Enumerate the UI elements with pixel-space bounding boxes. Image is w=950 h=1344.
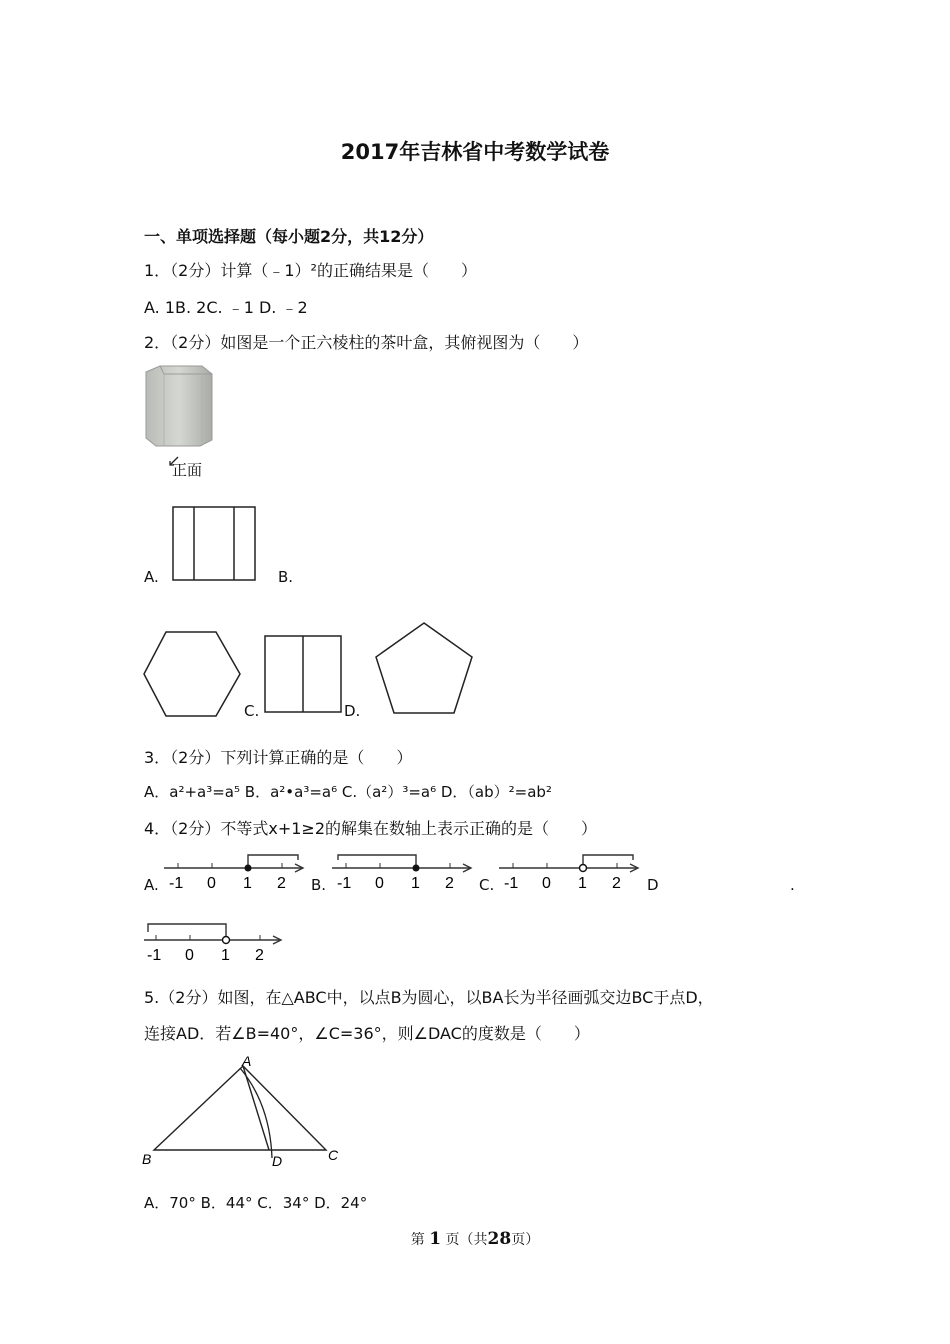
q2-option-a-label: A. (144, 568, 159, 586)
q2-stem: 2．（2分）如图是一个正六棱柱的茶叶盒，其俯视图为（ ） (144, 333, 589, 352)
footer-total-pages: 28 (487, 1229, 512, 1249)
footer-page-number: 1 (429, 1229, 442, 1249)
tick-label: 1 (243, 875, 252, 892)
q5-stem-line2: 连接AD．若∠B=40°，∠C=36°，则∠DAC的度数是（ ） (144, 1024, 590, 1043)
tick-label: -1 (337, 875, 352, 892)
footer-prefix: 第 (410, 1232, 425, 1248)
q1-options: A. 1B. 2C. ﹣1 D. ﹣2 (144, 298, 308, 317)
tick-label: 1 (221, 947, 230, 964)
page-footer (0, 1229, 950, 1249)
page-title: 2017年吉林省中考数学试卷 (340, 140, 610, 164)
q5-triangle-figure (140, 1054, 350, 1170)
front-label: 正面 (172, 461, 203, 479)
q5-stem-line1: 5.（2分）如图，在△ABC中，以点B为圆心，以BA长为半径画弧交边BC于点D， (144, 988, 714, 1007)
q3-stem: 3．（2分）下列计算正确的是（ ） (144, 748, 413, 767)
q2-option-b-label: B. (278, 568, 294, 586)
q2-option-b-figure (142, 628, 242, 720)
q2-option-d-label: D. (344, 702, 361, 720)
q2-option-a-figure (170, 505, 260, 585)
q4-option-d-numberline (142, 918, 292, 964)
tick-label: 0 (185, 947, 194, 964)
q4-option-a-label: A. (144, 876, 159, 894)
q4-option-b-numberline (330, 850, 480, 892)
tick-label: 0 (207, 875, 216, 892)
tick-label: 0 (375, 875, 384, 892)
tick-label: 2 (612, 875, 621, 892)
q4-period: . (790, 876, 795, 894)
q4-option-c-numberline (497, 850, 647, 892)
tick-label: 0 (542, 875, 551, 892)
tick-label: -1 (504, 875, 519, 892)
tick-label: 2 (255, 947, 264, 964)
footer-suffix: 页） (511, 1232, 540, 1248)
q4-stem: 4．（2分）不等式x+1≥2的解集在数轴上表示正确的是（ ） (144, 819, 598, 838)
q2-option-d-figure (372, 620, 476, 718)
q4-option-c-label: C. (479, 876, 495, 894)
q4-option-d-label: D (647, 876, 659, 894)
q5-options: A．70° B．44° C．34° D．24° (144, 1194, 368, 1212)
q4-option-a-numberline (162, 850, 312, 892)
vertex-label-d: D (272, 1153, 283, 1169)
vertex-label-c: C (328, 1147, 339, 1163)
q4-option-b-label: B. (311, 876, 327, 894)
tick-label: -1 (147, 947, 162, 964)
tick-label: 1 (578, 875, 587, 892)
q1-stem: 1．（2分）计算（﹣1）²的正确结果是（ ） (144, 261, 477, 280)
vertex-label-b: B (142, 1151, 152, 1167)
tick-label: -1 (169, 875, 184, 892)
tick-label: 2 (277, 875, 286, 892)
section-heading: 一、单项选择题（每小题2分，共12分） (144, 227, 434, 246)
q2-option-c-label: C. (244, 702, 260, 720)
q2-option-c-figure (262, 634, 344, 716)
tick-label: 2 (445, 875, 454, 892)
footer-middle: 页（共 (445, 1232, 488, 1248)
q3-options: A．a²+a³=a⁵ B．a²•a³=a⁶ C.（a²）³=a⁶ D．（ab）²=ab² (144, 783, 552, 801)
tick-label: 1 (411, 875, 420, 892)
vertex-label-a: A (242, 1054, 252, 1069)
